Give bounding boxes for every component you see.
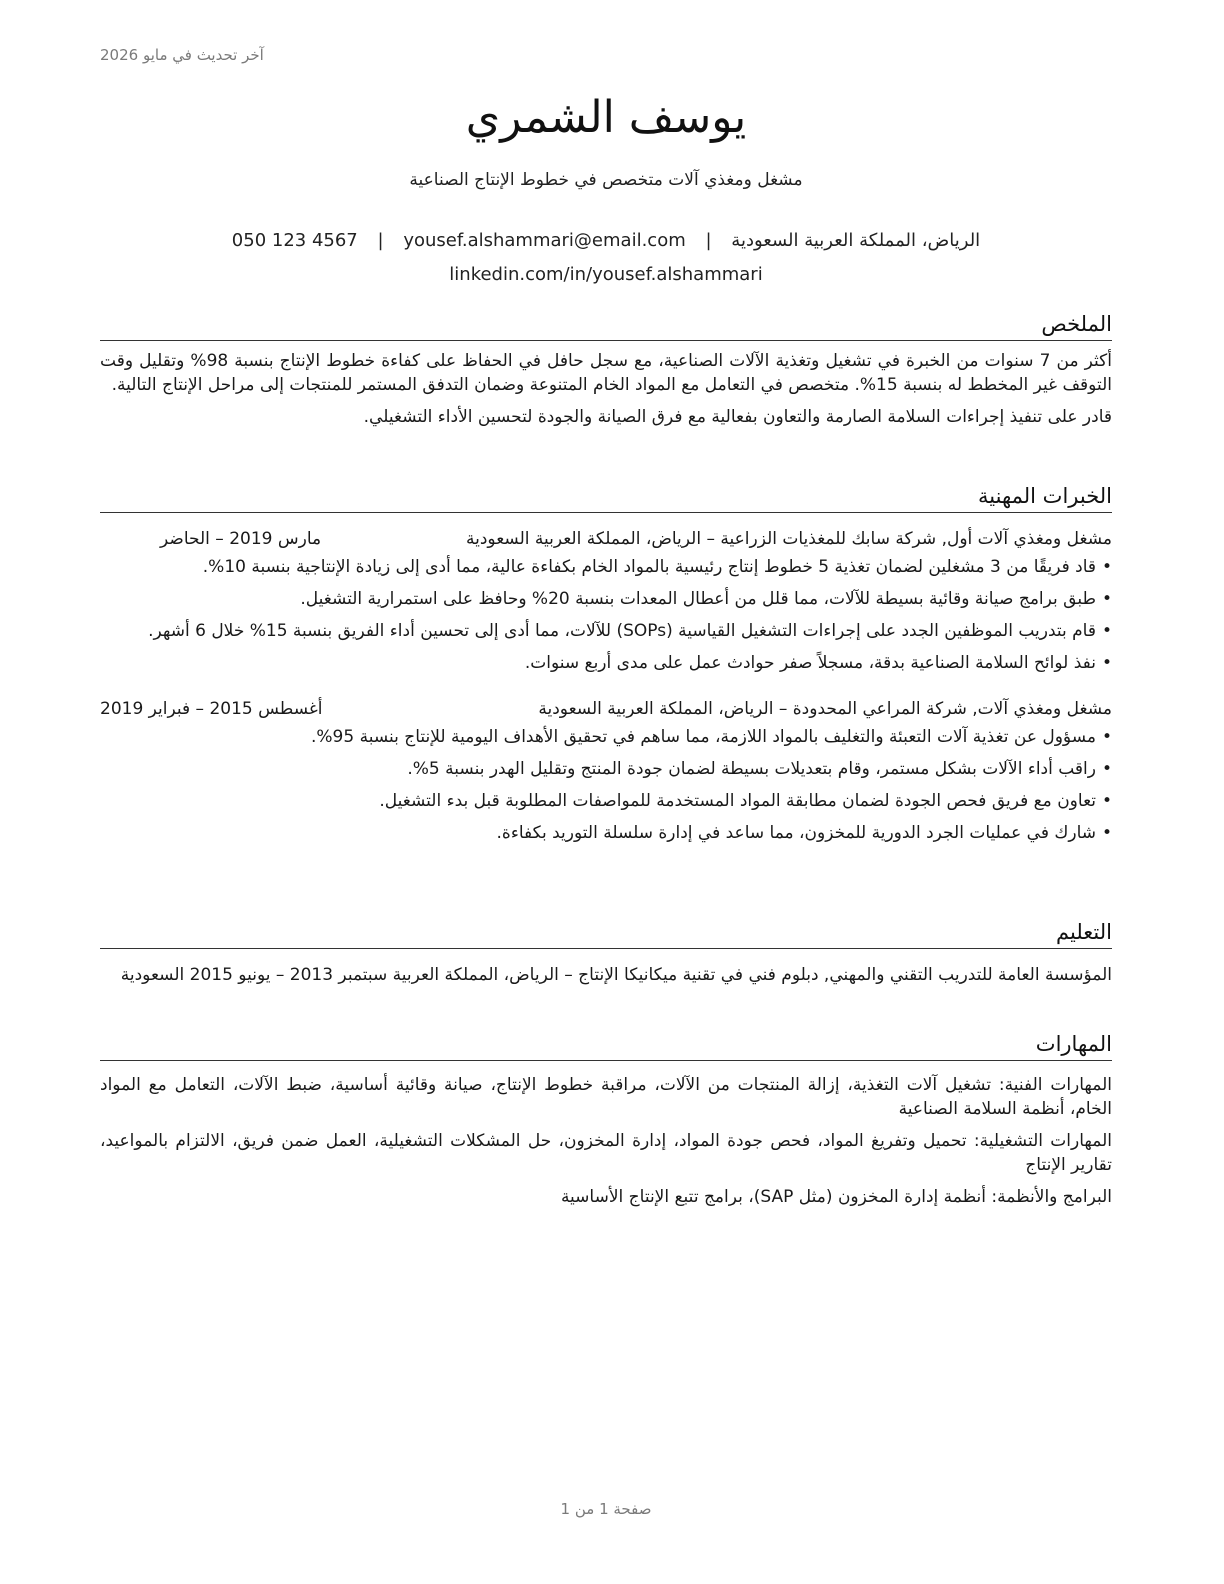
job-bullet: • قام بتدريب الموظفين الجدد على إجراءات التشغيل القياسية (SOPs) للآلات، مما أدى إلى تحسين أداء الفريق بنسبة 15% خلال 6 أشهر. — [100, 619, 1112, 643]
job-bullets — [100, 725, 1112, 845]
skill-line: البرامج والأنظمة: أنظمة إدارة المخزون (مثل SAP)، برامج تتبع الإنتاج الأساسية — [560, 1187, 1112, 1207]
contact-line-2 — [100, 258, 1112, 292]
contact-linkedin[interactable]: linkedin.com/in/yousef.alshammari — [449, 264, 763, 285]
summary-section — [100, 310, 1112, 429]
job-bullet: • راقب أداء الآلات بشكل مستمر، وقام بتعديلات بسيطة لضمان جودة المنتج وتقليل الهدر بنسبة 5%. — [100, 757, 1112, 781]
job-bullet: • مسؤول عن تغذية آلات التعبئة والتغليف بالمواد اللازمة، مما ساهم في تحقيق الأهداف اليومية للإنتاج بنسبة 95%. — [100, 725, 1112, 749]
job-role: مشغل ومغذي آلات, شركة المراعي المحدودة – الرياض، المملكة العربية السعودية — [538, 699, 1112, 719]
summary-paragraph: قادر على تنفيذ إجراءات السلامة الصارمة والتعاون بفعالية مع فرق الصيانة والجودة لتحسين الأداء التشغيلي. — [363, 407, 1112, 427]
job-dates: أغسطس 2015 – فبراير 2019 — [100, 699, 323, 719]
job-role: مشغل ومغذي آلات أول, شركة سابك للمغذيات الزراعية – الرياض، المملكة العربية السعودية — [466, 529, 1112, 549]
contact-phone[interactable]: 050 123 4567 — [231, 230, 358, 251]
experience-heading: الخبرات المهنية — [100, 482, 1112, 513]
job-dates: مارس 2019 – الحاضر — [160, 529, 322, 549]
summary-heading: الملخص — [100, 310, 1112, 341]
contact-line-1 — [100, 224, 1112, 258]
skill-line: المهارات الفنية: تشغيل آلات التغذية، إزالة المنتجات من الآلات، مراقبة خطوط الإنتاج، صيانة وقائية أساسية، ضبط الآلات، التعامل مع المواد الخام، أنظمة السلامة الصناعية — [100, 1075, 1112, 1119]
education-heading: التعليم — [100, 918, 1112, 949]
resume-page — [100, 0, 1112, 1584]
contact-email[interactable]: yousef.alshammari@email.com — [403, 230, 686, 251]
job-bullet: • قاد فريقًا من 3 مشغلين لضمان تغذية 5 خطوط إنتاج رئيسية بالمواد الخام بكفاءة عالية، مما أدى إلى زيادة الإنتاجية بنسبة 10%. — [100, 555, 1112, 579]
candidate-name: يوسف الشمري — [465, 92, 747, 143]
job-bullet: • تعاون مع فريق فحص الجودة لضمان مطابقة المواد المستخدمة للمواصفات المطلوبة قبل بدء التشغيل. — [100, 789, 1112, 813]
job-header — [100, 527, 1112, 551]
contact-info — [100, 224, 1112, 292]
job-header — [100, 697, 1112, 721]
job-bullet: • طبق برامج صيانة وقائية بسيطة للآلات، مما قلل من أعطال المعدات بنسبة 20% وحافظ على استمرارية التشغيل. — [100, 587, 1112, 611]
skill-line: المهارات التشغيلية: تحميل وتفريغ المواد، فحص جودة المواد، إدارة المخزون، حل المشكلات التشغيلية، العمل ضمن فريق، الالتزام بالمواعيد، تقارير الإنتاج — [100, 1131, 1112, 1175]
job-bullet: • شارك في عمليات الجرد الدورية للمخزون، مما ساعد في إدارة سلسلة التوريد بكفاءة. — [100, 821, 1112, 845]
experience-section — [100, 482, 1112, 853]
contact-separator: | — [377, 230, 384, 251]
job-entry — [100, 527, 1112, 675]
last-updated: آخر تحديث في مايو 2026 — [100, 46, 264, 64]
education-section — [100, 918, 1112, 987]
skills-heading: المهارات — [100, 1030, 1112, 1061]
job-bullet: • نفذ لوائح السلامة الصناعية بدقة، مسجلاً صفر حوادث عمل على مدى أربع سنوات. — [100, 651, 1112, 675]
skills-section — [100, 1030, 1112, 1209]
job-entry — [100, 697, 1112, 845]
candidate-title: مشغل ومغذي آلات متخصص في خطوط الإنتاج الصناعية — [409, 170, 803, 190]
contact-separator: | — [705, 230, 712, 251]
contact-location: الرياض، المملكة العربية السعودية — [731, 230, 981, 251]
summary-paragraph: أكثر من 7 سنوات من الخبرة في تشغيل وتغذية الآلات الصناعية، مع سجل حافل في الحفاظ على كفاءة خطوط الإنتاج بنسبة 98% وتقليل وقت التوقف غير المخطط له بنسبة 15%. متخصص في التعامل مع المواد الخام المتنوعة وضمان التدفق المستمر للمنتجات إلى مراحل الإنتاج التالية. — [100, 351, 1112, 395]
education-entry: المؤسسة العامة للتدريب التقني والمهني, دبلوم فني في تقنية ميكانيكا الإنتاج – الرياض، المملكة العربية سبتمبر 2013 – يونيو 2015 السعودية — [120, 965, 1112, 985]
job-bullets — [100, 555, 1112, 675]
page-number: صفحة 1 من 1 — [560, 1500, 652, 1518]
